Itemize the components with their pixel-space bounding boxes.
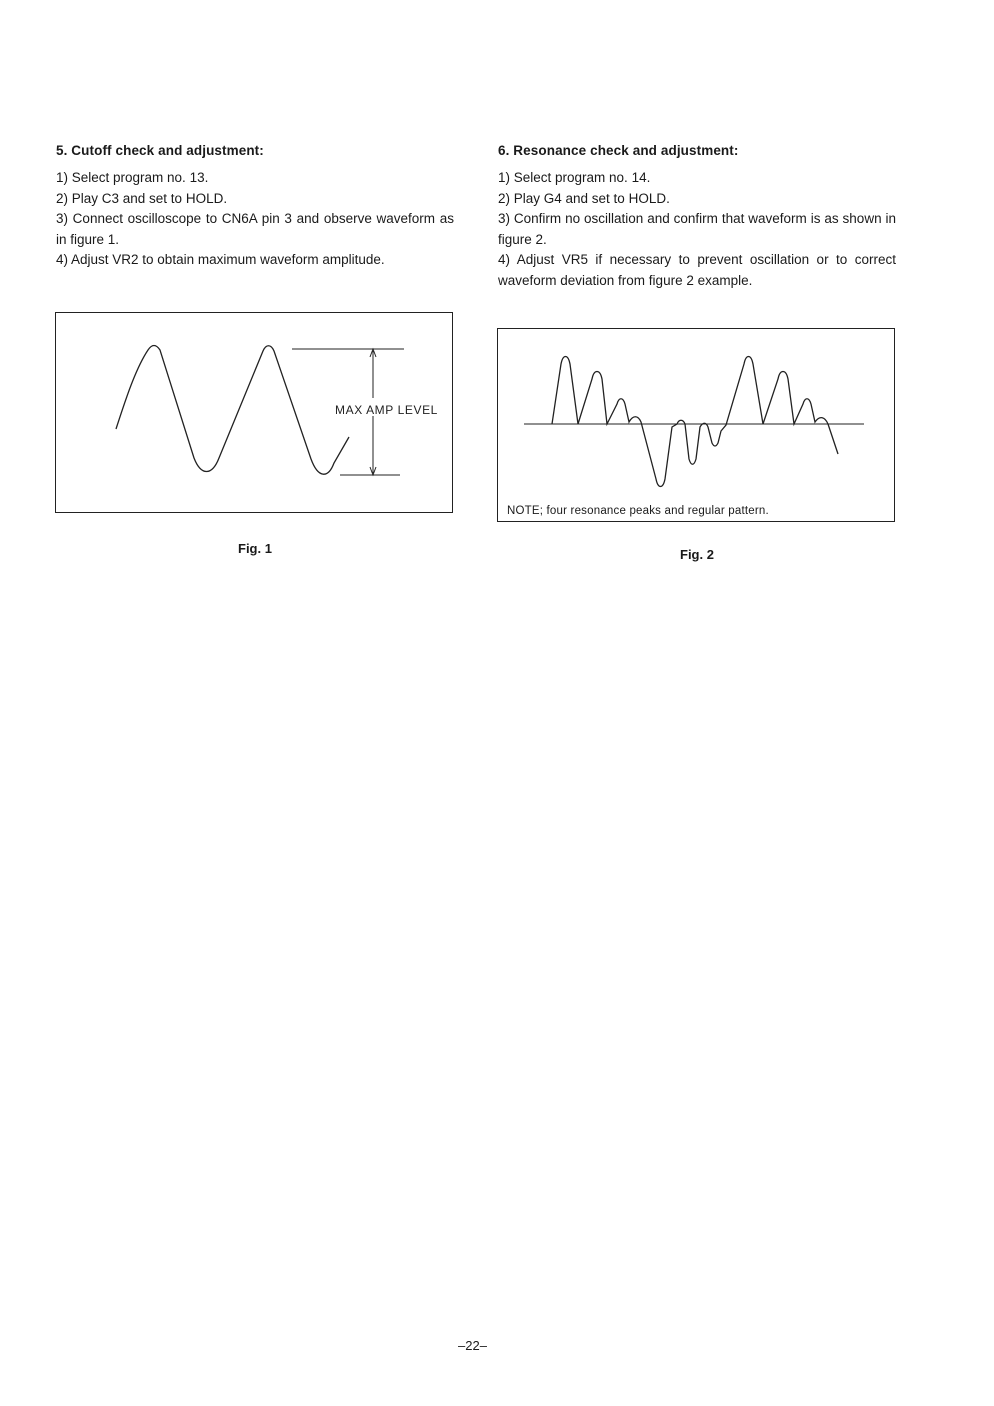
step-item: 3) Connect oscilloscope to CN6A pin 3 and observe waveform as in figure 1.	[56, 211, 454, 247]
step-item: 1) Select program no. 14.	[498, 170, 651, 185]
figure-1-caption: Fig. 1	[238, 541, 272, 556]
section-5-heading: 5. Cutoff check and adjustment:	[56, 143, 264, 158]
figure-2-waveform	[498, 329, 896, 523]
figure-1-waveform	[56, 313, 454, 514]
step-item: 4) Adjust VR2 to obtain maximum waveform amplitude.	[56, 252, 385, 267]
step-item: 2) Play G4 and set to HOLD.	[498, 190, 670, 206]
figure-1-frame	[55, 312, 453, 513]
step-item: 2) Play C3 and set to HOLD.	[56, 190, 228, 206]
step-item: 1) Select program no. 13.	[56, 170, 209, 185]
max-amp-label: MAX AMP LEVEL	[335, 403, 438, 417]
step-item: 3) Confirm no oscillation and confirm that waveform is as shown in figure 2.	[498, 211, 896, 247]
resonance-waveform	[552, 357, 838, 487]
section-6-heading: 6. Resonance check and adjustment:	[498, 143, 739, 158]
section-6-steps	[498, 168, 896, 291]
section-6	[498, 143, 896, 291]
step-item: 4) Adjust VR5 if necessary to prevent oscillation or to correct waveform deviation from figure 2 example.	[498, 252, 896, 288]
figure-2-frame	[497, 328, 895, 522]
section-5-steps	[56, 168, 454, 271]
sine-waveform	[116, 346, 349, 475]
page-number: –22–	[458, 1338, 487, 1353]
figure-2-note: NOTE; four resonance peaks and regular pattern.	[507, 505, 769, 517]
figure-2-caption: Fig. 2	[680, 547, 714, 562]
section-5	[56, 143, 454, 271]
